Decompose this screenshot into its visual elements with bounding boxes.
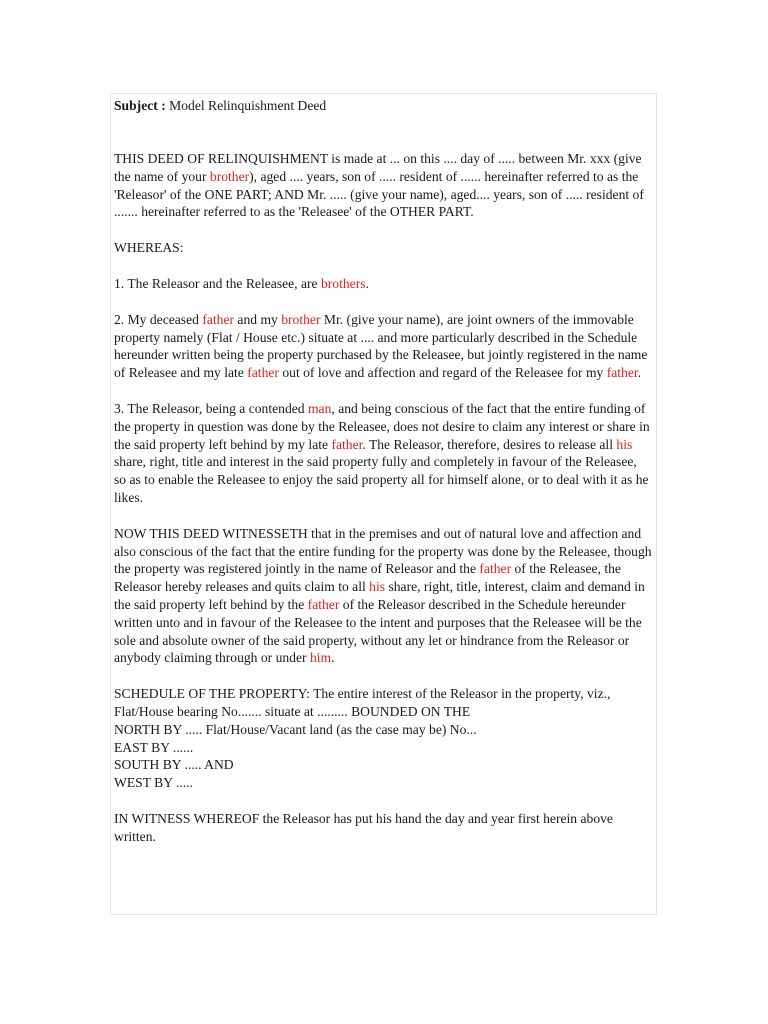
spacer [114,382,652,400]
text-segment: and my [234,311,282,327]
schedule-line-east: EAST BY ...... [114,739,194,755]
text-segment: NOW THIS DEED WITNESSETH that in the premises and out of natural love and affection and also conscious of the fact that the entire funding for the property was done by the Releasee, though the property was registered jointly in the name of Releasor and the [114,525,652,577]
text-segment: 1. The Releasor and the Releasee, are [114,275,321,291]
highlighted-word: his [369,579,386,595]
text-segment: of the Releasee, the Releasor hereby releases and quits claim to all [114,561,621,595]
schedule-block [114,685,652,792]
spacer [114,507,652,525]
highlighted-word: him [309,650,332,666]
paragraph-clause-1 [114,275,652,293]
text-segment: IN WITNESS WHEREOF the Releasor has put his hand the day and year first herein above written. [114,810,613,844]
text-segment: , and being conscious of the fact that the entire funding of the property in question was done by the Releasee, does not desire to claim any interest or share in the said property left behind by my late [114,400,650,452]
text-segment: . The Releasor, therefore, desires to release all [362,436,617,452]
spacer [114,792,652,810]
highlighted-word: father [331,436,363,452]
highlighted-word: man [307,400,332,416]
highlighted-word: brothers [320,275,366,291]
spacer [114,221,652,239]
paragraph-witnesseth [114,525,652,667]
highlighted-word: brother [281,311,321,327]
text-segment: . [637,365,642,381]
text-segment: of the Releasor described in the Schedule hereunder written unto and in favour of the Releasee to the intent and purposes that the Releasee will be the sole and absolute owner of the said property, without any let or hindrance from the Releasor or anybody claiming through or under [114,596,642,666]
subject-label: Subject : [114,98,166,113]
paragraph-clause-3 [114,400,652,507]
text-segment: WHEREAS: [114,240,184,256]
subject-line [114,97,652,115]
document-page [110,93,657,915]
highlighted-word: brother [209,168,250,184]
paragraph-intro [114,150,652,221]
text-segment: out of love and affection and regard of the Releasee for my [278,365,607,381]
schedule-line-north: NORTH BY ..... Flat/House/Vacant land (as the case may be) No... [114,721,477,737]
highlighted-word: father [307,596,340,612]
schedule-line-south: SOUTH BY ..... AND [114,757,234,773]
text-segment: . [365,275,369,291]
subject-text: Model Relinquishment Deed [165,98,327,113]
text-segment: THIS DEED OF RELINQUISHMENT is made at ... on this .... day of ..... between Mr. xxx (give the name of your [114,151,642,184]
highlighted-word: father [606,365,638,381]
text-segment: share, right, title, interest, claim and demand in the said property left behind by the [114,579,645,612]
text-segment: Mr. (give your name), are joint owners of the immovable property namely (Flat / House etc.) situate at .... and more particularly described in the Schedule hereunder written being the property purchased by the Releasee, but jointly registered in the name of Releasee and my late [114,311,648,381]
spacer [114,115,652,150]
highlighted-word: father [202,311,235,327]
text-segment: . [331,650,335,666]
paragraph-in-witness [114,810,652,846]
text-segment: share, right, title and interest in the said property fully and completely in favour of the Releasee, so as to enable the Releasee to enjoy the said property all for himself alone, or to deal with it as he likes. [114,454,649,505]
text-segment: ), aged .... years, son of ..... resident of ...... hereinafter referred to as the 'Releasor' of the ONE PART; AND Mr. ..... (give your name), aged.... years, son of ..... resident of ....... hereinafter referred to as the 'Releasee' of the OTHER PART. [114,168,644,220]
paragraph-clause-2 [114,311,652,382]
highlighted-word: father [247,365,279,381]
schedule-line-west: WEST BY ..... [114,775,193,791]
paragraph-whereas [114,239,652,257]
schedule-line: SCHEDULE OF THE PROPERTY: The entire interest of the Releasor in the property, viz., Flat/House bearing No....... situate at ......... BOUNDED ON THE [114,686,611,719]
spacer [114,293,652,311]
text-segment: 2. My deceased [114,311,203,327]
spacer [114,257,652,275]
text-segment: 3. The Releasor, being a contended [114,400,308,416]
spacer [114,667,652,685]
highlighted-word: father [479,561,512,577]
highlighted-word: his [616,436,633,452]
